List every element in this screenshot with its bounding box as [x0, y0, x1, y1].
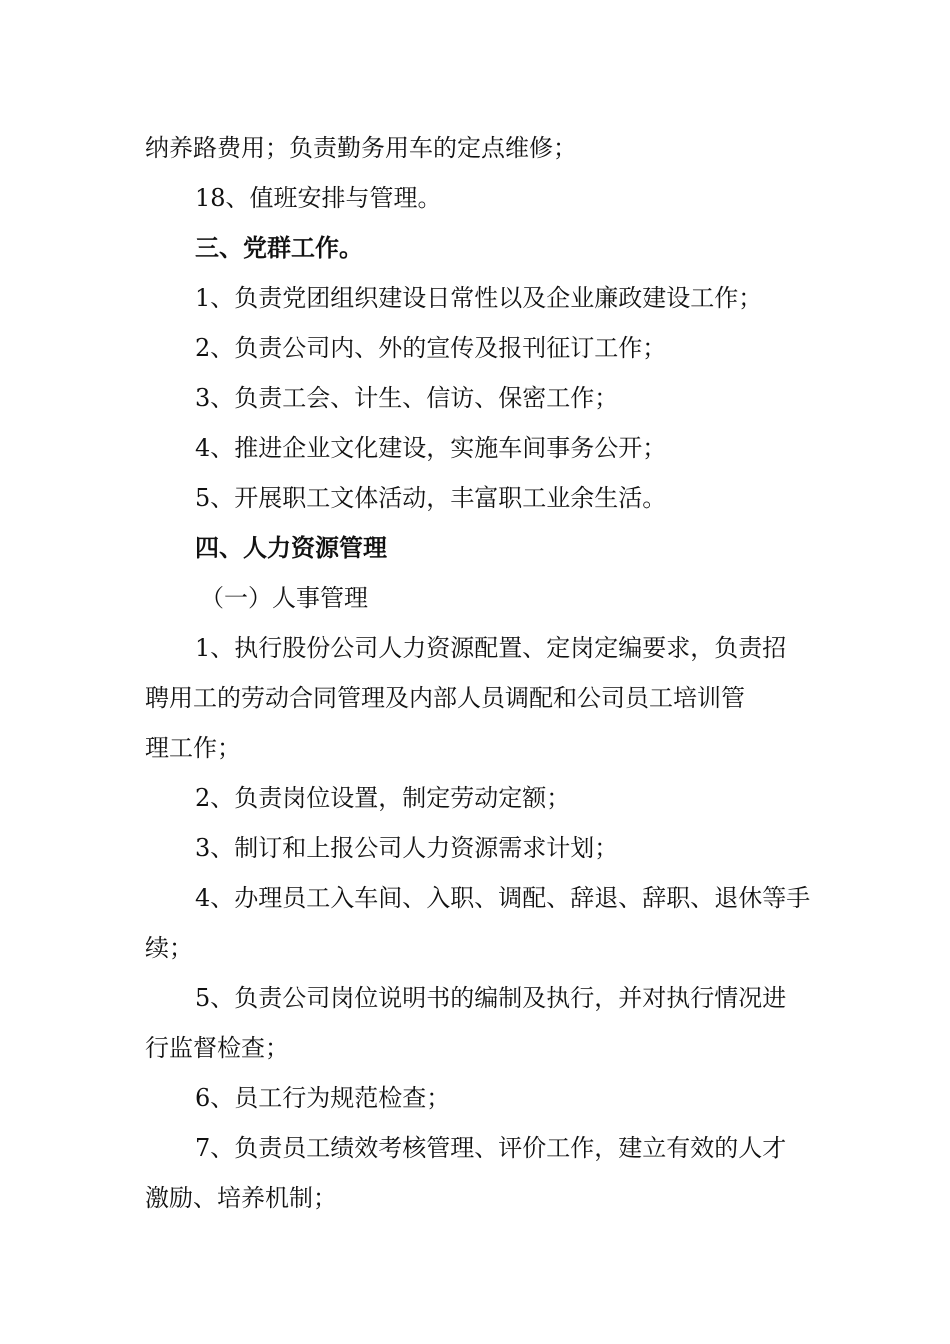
- text-line: 续；: [145, 934, 193, 962]
- list-item: 2、负责公司内、外的宣传及报刊征订工作；: [195, 334, 667, 362]
- text-line: 纳养路费用；负责勤务用车的定点维修；: [145, 134, 577, 162]
- section-heading: 三、党群工作。: [195, 233, 363, 262]
- list-item: 18、值班安排与管理。: [195, 184, 442, 212]
- list-item: 5、负责公司岗位说明书的编制及执行，并对执行情况进: [195, 984, 787, 1012]
- text-line: 行监督检查；: [145, 1034, 289, 1062]
- list-item: 4、推进企业文化建设，实施车间事务公开；: [195, 434, 667, 462]
- text-line: 理工作；: [145, 734, 241, 762]
- list-item: 1、负责党团组织建设日常性以及企业廉政建设工作；: [195, 284, 763, 312]
- list-item: 1、执行股份公司人力资源配置、定岗定编要求，负责招: [195, 634, 787, 662]
- text-line: 聘用工的劳动合同管理及内部人员调配和公司员工培训管: [145, 684, 745, 712]
- text-line: 激励、培养机制；: [145, 1184, 337, 1212]
- list-item: 3、负责工会、计生、信访、保密工作；: [195, 384, 619, 412]
- list-item: 3、制订和上报公司人力资源需求计划；: [195, 834, 619, 862]
- list-item: 6、员工行为规范检查；: [195, 1084, 451, 1112]
- list-item: 7、负责员工绩效考核管理、评价工作，建立有效的人才: [195, 1134, 787, 1162]
- section-heading: 四、人力资源管理: [195, 533, 387, 562]
- list-item: 4、办理员工入车间、入职、调配、辞退、辞职、退休等手: [195, 884, 811, 912]
- subsection-heading: （一）人事管理: [200, 584, 368, 612]
- document-body: [145, 123, 810, 1223]
- list-item: 2、负责岗位设置，制定劳动定额；: [195, 784, 571, 812]
- list-item: 5、开展职工文体活动，丰富职工业余生活。: [195, 484, 667, 512]
